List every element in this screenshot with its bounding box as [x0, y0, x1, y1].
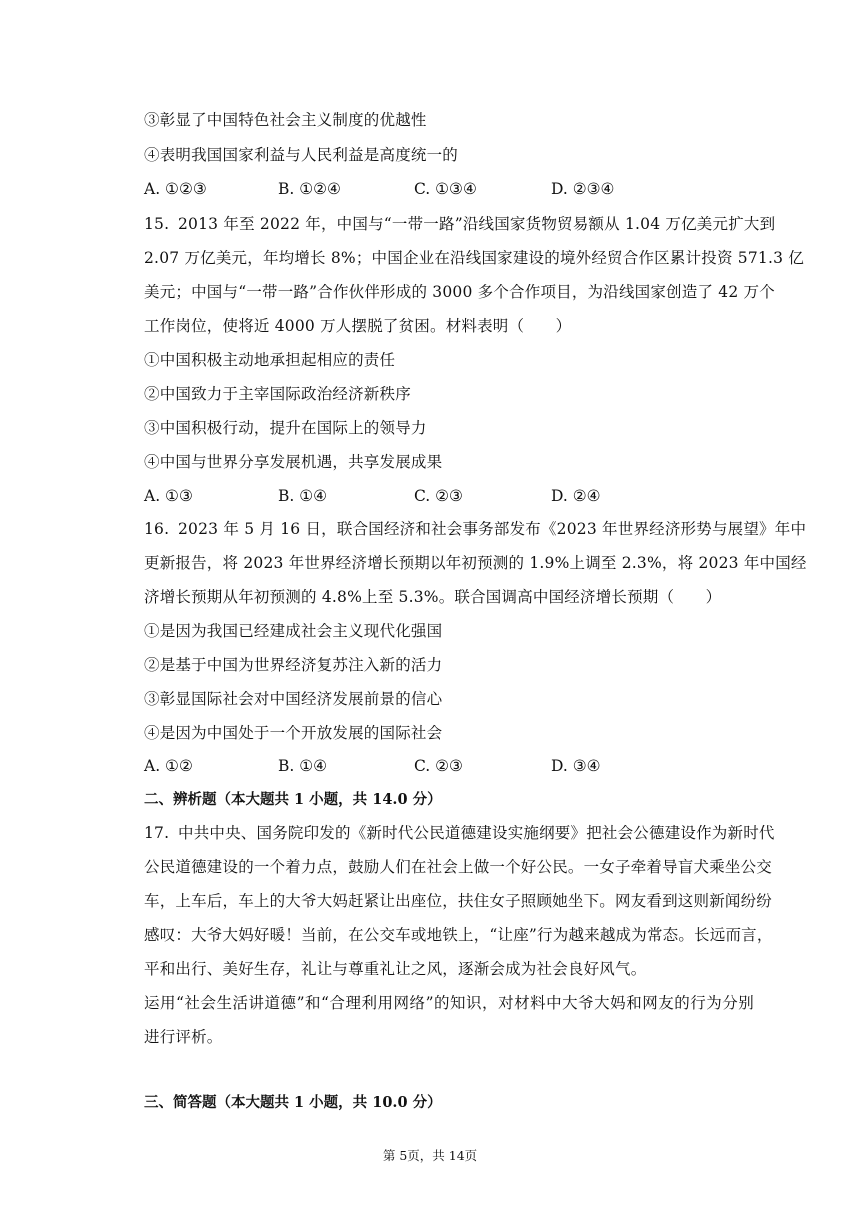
q16-option-a[interactable]: A. ①② [144, 757, 193, 775]
q17-prompt-line-1: 运用“社会生活讲道德”和“合理利用网络”的知识，对材料中大爷大妈和网友的行为分别 [144, 994, 754, 1012]
q15-stem-text-1: 2013 年至 2022 年，中国与“一带一路”沿线国家货物贸易额从 1.04 万亿美元扩大到 [178, 215, 776, 233]
q15-number: 15. [144, 215, 170, 233]
q15-stem-line-1 [144, 214, 776, 234]
q17-stem-line-4: 感叹：大爷大妈好暖！当前，在公交车或地铁上，“让座”行为越来越成为常态。长远而言， [144, 926, 773, 944]
q16-stem-text-1: 2023 年 5 月 16 日，联合国经济和社会事务部发布《2023 年世界经济形势与展望》年中 [178, 520, 807, 538]
q15-option-a[interactable]: A. ①③ [144, 487, 193, 505]
q16-option-b[interactable]: B. ①④ [278, 757, 328, 775]
q15-stem-line-4: 工作岗位，使将近 4000 万人摆脱了贫困。材料表明（ ） [144, 317, 572, 335]
section-heading-short-answer: 三、简答题（本大题共 1 小题，共 10.0 分） [144, 1094, 442, 1111]
q17-prompt-line-2: 进行评析。 [144, 1028, 223, 1046]
q16-stem-line-1 [144, 519, 807, 539]
q17-stem-line-3: 车，上车后，车上的大爷大妈赶紧让出座位，扶住女子照顾她坐下。网友看到这则新闻纷纷 [144, 892, 773, 910]
q14-statement-4: ④表明我国国家利益与人民利益是高度统一的 [144, 146, 459, 164]
q14-statement-3: ③彰显了中国特色社会主义制度的优越性 [144, 111, 427, 129]
q17-stem-text-1: 中共中央、国务院印发的《新时代公民道德建设实施纲要》把社会公德建设作为新时代 [178, 824, 775, 842]
page-number-footer: 第 5页，共 14页 [382, 1148, 478, 1163]
q15-option-b[interactable]: B. ①④ [278, 487, 328, 505]
q17-number: 17. [144, 824, 170, 842]
q15-statement-3: ③中国积极行动，提升在国际上的领导力 [144, 419, 427, 437]
section-heading-analysis: 二、辨析题（本大题共 1 小题，共 14.0 分） [144, 791, 442, 808]
q15-stem-line-3: 美元；中国与“一带一路”合作伙伴形成的 3000 多个合作项目，为沿线国家创造了 42 万个 [144, 283, 775, 301]
q15-option-d[interactable]: D. ②④ [551, 487, 601, 505]
q16-statement-4: ④是因为中国处于一个开放发展的国际社会 [144, 724, 443, 742]
q16-option-d[interactable]: D. ③④ [551, 757, 601, 775]
q14-option-b[interactable]: B. ①②④ [278, 180, 341, 198]
q15-statement-2: ②中国致力于主宰国际政治经济新秩序 [144, 385, 411, 403]
q15-stem-line-2: 2.07 万亿美元，年均增长 8%；中国企业在沿线国家建设的境外经贸合作区累计投资 571.3 亿 [144, 249, 804, 267]
q16-stem-line-2: 更新报告，将 2023 年世界经济增长预期以年初预测的 1.9%上调至 2.3%，将 2023 年中国经 [144, 554, 807, 572]
q16-statement-2: ②是基于中国为世界经济复苏注入新的活力 [144, 656, 443, 674]
q16-option-c[interactable]: C. ②③ [414, 757, 463, 775]
q15-statement-4: ④中国与世界分享发展机遇，共享发展成果 [144, 453, 443, 471]
q17-stem-line-5: 平和出行、美好生存，礼让与尊重礼让之风，逐渐会成为社会良好风气。 [144, 960, 647, 978]
q14-option-d[interactable]: D. ②③④ [551, 180, 615, 198]
q17-stem-line-2: 公民道德建设的一个着力点，鼓励人们在社会上做一个好公民。一女子牵着导盲犬乘坐公交 [144, 858, 773, 876]
q16-number: 16. [144, 520, 170, 538]
q16-stem-line-3: 济增长预期从年初预测的 4.8%上至 5.3%。联合国调高中国经济增长预期（ ） [144, 588, 722, 606]
q15-statement-1: ①中国积极主动地承担起相应的责任 [144, 351, 396, 369]
q16-statement-1: ①是因为我国已经建成社会主义现代化强国 [144, 622, 443, 640]
q14-option-c[interactable]: C. ①③④ [414, 180, 477, 198]
q16-statement-3: ③彰显国际社会对中国经济发展前景的信心 [144, 690, 443, 708]
q14-option-a[interactable]: A. ①②③ [144, 180, 207, 198]
q17-stem-line-1 [144, 823, 775, 843]
q15-option-c[interactable]: C. ②③ [414, 487, 463, 505]
